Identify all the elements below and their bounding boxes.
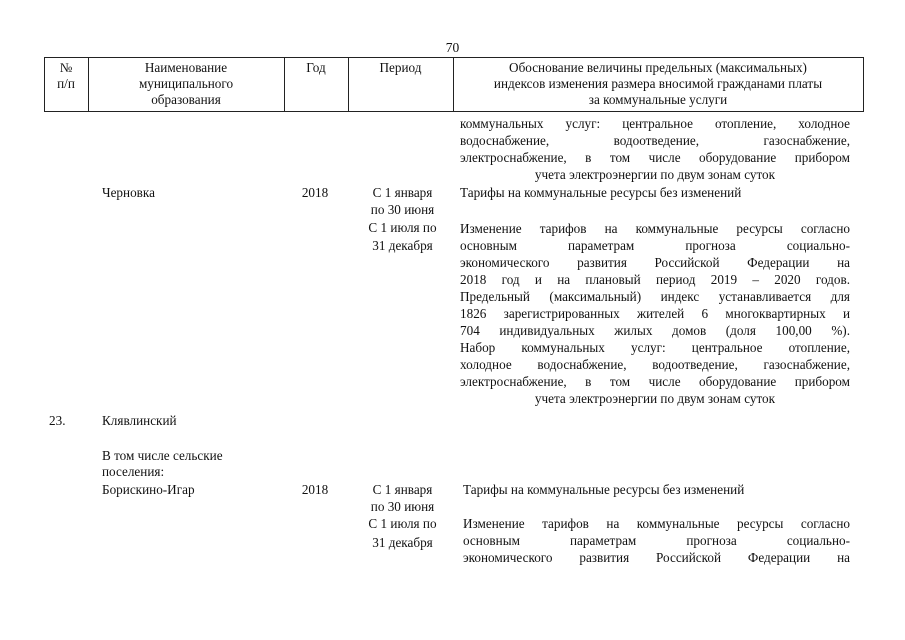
district-name: Клявлинский <box>102 413 177 428</box>
text-line: 1826 зарегистрированных жителей 6 многоквартирных и <box>460 306 850 321</box>
header-name-line: муниципального <box>138 76 234 91</box>
period-line: С 1 июля по <box>368 220 437 235</box>
header-year: Год <box>306 60 326 75</box>
text-line: коммунальных услуг: центральное отопление, холодное <box>460 116 850 131</box>
header-basis-line: за коммунальные услуги <box>588 92 728 107</box>
header-col-border <box>863 57 864 112</box>
text-line: учета электроэнергии по двум зонам суток <box>534 167 776 182</box>
page-number: 70 <box>445 40 460 55</box>
text-line: электроснабжение, в том числе оборудование прибором <box>460 374 850 389</box>
text-line: Изменение тарифов на коммунальные ресурсы согласно <box>460 221 850 236</box>
basis-text: Тарифы на коммунальные ресурсы без изменений <box>463 482 745 497</box>
period-line: С 1 января <box>372 482 433 497</box>
text-line: электроснабжение, в том числе оборудование прибором <box>460 150 850 165</box>
header-basis-line: Обоснование величины предельных (максимальных) <box>509 60 807 75</box>
header-name-line: Наименование <box>144 60 228 75</box>
subheading-line: поселения: <box>102 464 165 479</box>
header-name-line: образования <box>151 92 221 107</box>
text-line: основным параметрам прогноза социально- <box>460 238 850 253</box>
subheading-line: В том числе сельские <box>102 448 223 463</box>
year-cell: 2018 <box>301 482 329 497</box>
text-line: экономического развития Российской Федерации на <box>463 550 850 565</box>
header-num-line: п/п <box>57 76 75 91</box>
text-line: экономического развития Российской Федерации на <box>460 255 850 270</box>
text-line: учета электроэнергии по двум зонам суток <box>534 391 776 406</box>
text-line: водоснабжение, водоотведение, газоснабжение, <box>460 133 850 148</box>
period-line: по 30 июня <box>370 202 435 217</box>
text-line: 704 индивидуальных жилых домов (доля 100,00 %). <box>460 323 850 338</box>
header-period: Период <box>379 60 422 75</box>
text-line: Предельный (максимальный) индекс устанавливается для <box>460 289 850 304</box>
settlement-name: Черновка <box>102 185 155 200</box>
settlement-name: Борискино-Игар <box>102 482 195 497</box>
period-line: С 1 января <box>372 185 433 200</box>
text-line: основным параметрам прогноза социально- <box>463 533 850 548</box>
text-line: холодное водоснабжение, водоотведение, газоснабжение, <box>460 357 850 372</box>
text-line: Набор коммунальных услуг: центральное отопление, <box>460 340 850 355</box>
text-line: 2018 год и на плановый период 2019 – 2020 годов. <box>460 272 850 287</box>
period-line: 31 декабря <box>372 535 433 550</box>
row-number: 23. <box>49 413 66 428</box>
period-line: по 30 июня <box>370 499 435 514</box>
text-line: Изменение тарифов на коммунальные ресурсы согласно <box>463 516 850 531</box>
period-line: С 1 июля по <box>368 516 437 531</box>
header-basis-line: индексов изменения размера вносимой гражданами платы <box>493 76 823 91</box>
basis-text: Тарифы на коммунальные ресурсы без изменений <box>460 185 742 200</box>
header-num-line: № <box>59 60 73 75</box>
period-line: 31 декабря <box>372 238 433 253</box>
year-cell: 2018 <box>301 185 329 200</box>
